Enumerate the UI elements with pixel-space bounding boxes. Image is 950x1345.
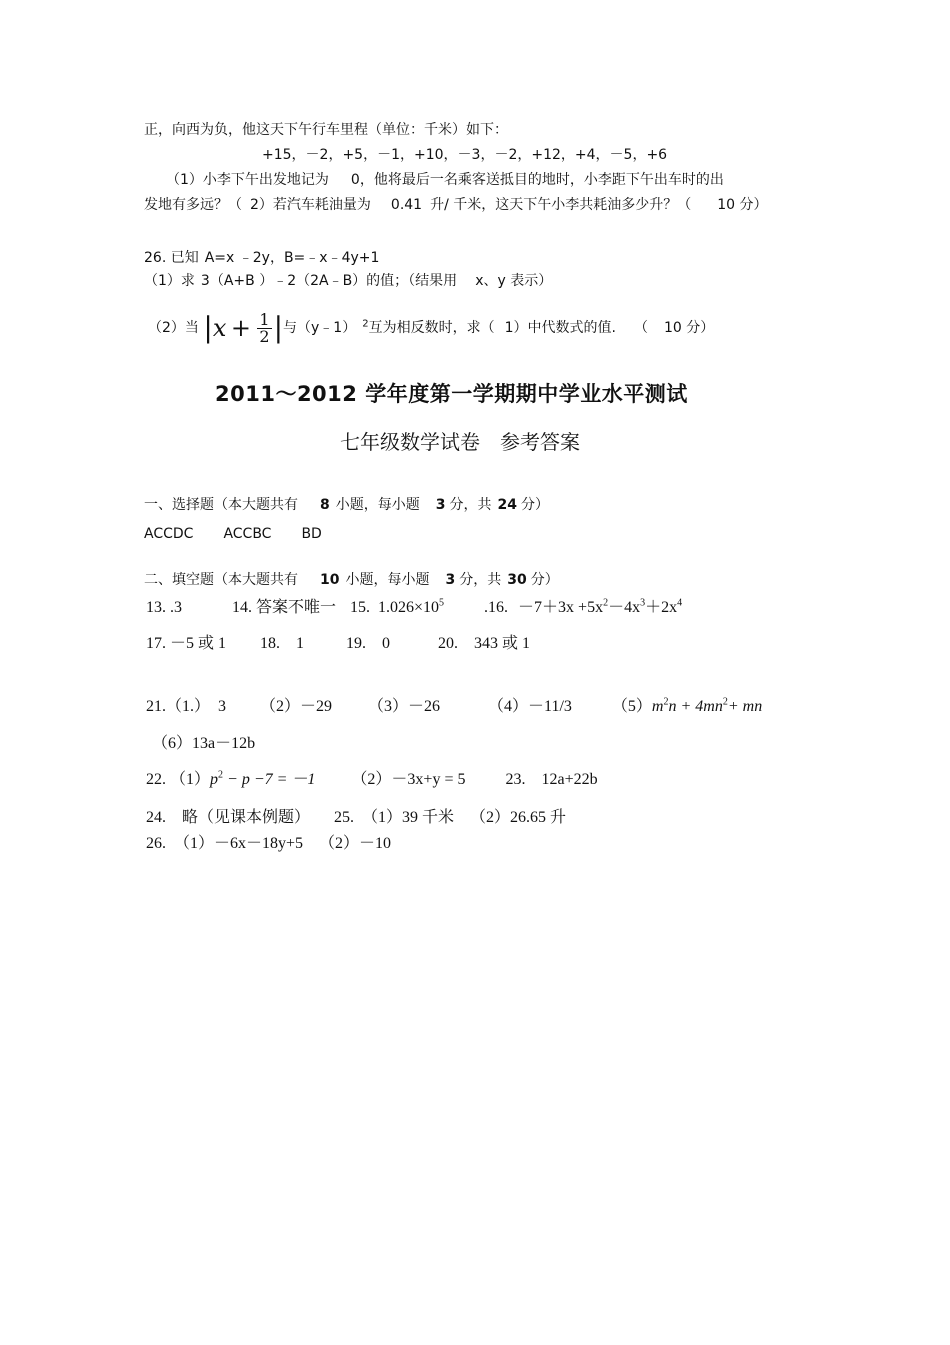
q1-b: 3（A+B ）﹣2（2A﹣B）的值；（结果用 xyxy=(200,273,458,289)
answer-23: 23. 12a+22b xyxy=(505,771,598,788)
q2-b: 与（y﹣1） xyxy=(283,320,357,336)
q-part2c: 升/ 千米，这天下午小李共耗油多少升？（ xyxy=(430,197,692,213)
s1-head-a: 一、选择题（本大题共有 xyxy=(144,497,298,513)
q-zero: 0，他将最后一名乘客送抵目的地时，小李距下午出车时的出 xyxy=(350,172,724,188)
frac-denominator: 2 xyxy=(259,326,270,346)
answer-22-1: 22. （1） xyxy=(146,771,211,788)
s2-head-c: 分，共 xyxy=(459,572,502,588)
problem-25-line1: 正，向西为负，他这天下午行车里程（单位：千米）如下： xyxy=(144,122,508,138)
s2-head-b: 小题，每小题 xyxy=(345,572,430,588)
answer-title: 2011～2012 学年度第一学期期中学业水平测试 xyxy=(215,382,688,406)
answer-21-1: 21.（1.） 3 xyxy=(146,698,227,715)
given-a: 26. 已知 xyxy=(144,250,199,266)
q1-c: x、y 表示） xyxy=(475,273,553,289)
answers-22-23 xyxy=(146,770,598,790)
section2-heading xyxy=(144,571,559,589)
problem-26-q1 xyxy=(144,272,552,290)
answer-26-1: 26. （1）－6x－18y+5 xyxy=(146,835,304,852)
s1-count: 8 xyxy=(320,497,330,513)
answer-18: 18. 1 xyxy=(260,635,305,652)
s2-count: 10 xyxy=(320,572,340,588)
answer-21-5-tail: + mn xyxy=(727,698,763,715)
answer-15-label: 15. xyxy=(350,599,371,616)
q2-c: 互为相反数时，求（ xyxy=(368,320,495,336)
answer-25-2: （2）26.65 升 xyxy=(470,809,567,826)
q2-x: x xyxy=(212,314,227,342)
answer-21-2: （2）－29 xyxy=(260,698,333,715)
answer-16-c: ＋2x xyxy=(645,599,678,616)
answers-24-25 xyxy=(146,808,566,828)
answer-16-label: .16. xyxy=(484,599,509,616)
answer-22-2: （2）－3x+y = 5 xyxy=(351,771,466,788)
section1-heading xyxy=(144,496,549,514)
mc-answers-2: ACCBC xyxy=(223,526,272,542)
s2-points: 3 xyxy=(445,572,456,588)
s1-head-d: 分） xyxy=(520,497,549,513)
q2-plus: + xyxy=(230,314,251,342)
answer-21-5-exp2: 2 xyxy=(722,696,728,708)
answer-21-5-exp: 2 xyxy=(663,696,669,708)
q1-a: （1）求 xyxy=(144,273,195,289)
problem-25-question-line2 xyxy=(144,196,768,214)
problem-26-given xyxy=(144,249,379,267)
mc-answers-3: BD xyxy=(301,526,322,542)
answer-22-p-exp: 2 xyxy=(218,769,224,781)
answer-21 xyxy=(146,697,762,717)
answer-15-exp: 5 xyxy=(439,597,445,609)
q-fuel: 0.41 xyxy=(390,197,423,213)
q-score: 10 分） xyxy=(717,197,768,213)
s2-total: 30 xyxy=(507,572,527,588)
s1-head-c: 分，共 xyxy=(449,497,492,513)
given-b: A=x ﹣2y，B=﹣x﹣4y+1 xyxy=(204,250,380,266)
answer-21-5: （5） xyxy=(611,698,652,715)
answer-15-value: 1.026×10 xyxy=(378,599,440,616)
answer-14: 14. 答案不唯一 xyxy=(232,599,337,616)
q2-a: （2）当 xyxy=(148,320,199,336)
s2-head-d: 分） xyxy=(530,572,559,588)
abs-bar-left: | xyxy=(203,311,213,344)
problem-25-mileage: +15，－2，+5，－1，+10，－3，－2，+12，+4，－5，+6 xyxy=(262,147,668,163)
answer-22-rest: − p −7 = －1 xyxy=(227,771,316,788)
answer-21-3: （3）－26 xyxy=(368,698,441,715)
q2-e: （ xyxy=(633,320,648,336)
s2-head-a: 二、填空题（本大题共有 xyxy=(144,572,298,588)
problem-26-q2 xyxy=(148,306,714,350)
q2-f: 10 分） xyxy=(663,320,715,336)
answer-24: 24. 略（见课本例题） xyxy=(146,809,311,826)
answer-13: 13. .3 xyxy=(146,599,182,616)
answer-16-a: －7＋3x +5x xyxy=(518,599,604,616)
answer-21-5-m: m xyxy=(651,698,664,715)
answer-20: 20. 343 或 1 xyxy=(438,635,531,652)
q2-d: 1）中代数式的值. xyxy=(504,320,616,336)
abs-bar-right: | xyxy=(273,311,283,344)
q-part2b: 2）若汽车耗油量为 xyxy=(250,197,371,213)
answer-16-exp3: 4 xyxy=(677,597,683,609)
answer-21-4: （4）－11/3 xyxy=(488,698,572,715)
answer-22-p: p xyxy=(210,771,219,788)
answer-16-b: －4x xyxy=(608,599,641,616)
s1-points: 3 xyxy=(435,497,446,513)
answer-25-1: 25. （1）39 千米 xyxy=(334,809,455,826)
q-part1: （1）小李下午出发地记为 xyxy=(166,172,329,188)
answer-16-exp1: 2 xyxy=(603,597,609,609)
answer-21-5-rest: n + 4mn xyxy=(668,698,723,715)
answer-19: 19. 0 xyxy=(346,635,391,652)
answers-17-20 xyxy=(146,634,530,654)
answer-16-exp2: 3 xyxy=(640,597,646,609)
frac-numerator: 1 xyxy=(259,309,270,329)
mc-answers-1: ACCDC xyxy=(144,526,194,542)
q2-exp: 2 xyxy=(362,318,369,330)
fraction-one-half xyxy=(257,309,271,346)
answer-17: 17. －5 或 1 xyxy=(146,635,227,652)
answer-subtitle: 七年级数学试卷 参考答案 xyxy=(340,430,580,454)
section1-answers xyxy=(144,525,322,543)
answer-21-6: （6）13a－12b xyxy=(152,735,256,752)
s1-total: 24 xyxy=(497,497,517,513)
q-part2a: 发地有多远？（ xyxy=(144,197,242,213)
answer-26-2: （2）－10 xyxy=(319,835,392,852)
s1-head-b: 小题，每小题 xyxy=(335,497,420,513)
answers-13-16 xyxy=(146,598,682,618)
answer-26 xyxy=(146,834,391,854)
problem-25-question-line1 xyxy=(166,171,724,189)
